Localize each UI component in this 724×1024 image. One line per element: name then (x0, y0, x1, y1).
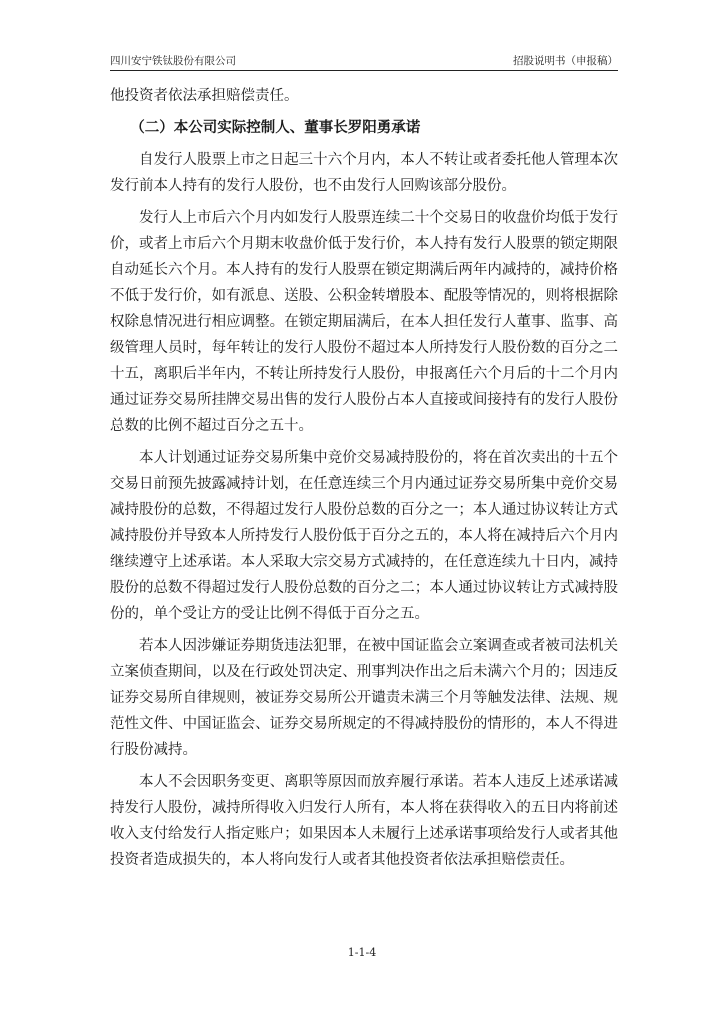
carryover-paragraph: 他投资者依法承担赔偿责任。 (110, 88, 299, 104)
document-body (110, 83, 618, 873)
header-document-title: 招股说明书（申报稿） (513, 55, 618, 67)
paragraph-commitment-liability: 本人不会因职务变更、离职等原因而放弃履行承诺。若本人违反上述承诺减持发行人股份，减持所得收入归发行人所有，本人将在获得收入的五日内将前述收入支付给发行人指定账户；如果因本人未履行上述承诺事项给发行人或者其他投资者造成损失的，本人将向发行人或者其他投资者依法承担赔偿责任。 (110, 774, 618, 868)
paragraph-lockup-extension: 发行人上市后六个月内如发行人股票连续二十个交易日的收盘价均低于发行价，或者上市后六个月期末收盘价低于发行价，本人持有发行人股票的锁定期限自动延长六个月。本人持有的发行人股票在锁定期满后两年内减持的，减持价格不低于发行价，如有派息、送股、公积金转增股本、配股等情况的，则将根据除权除息情况进行相应调整。在锁定期届满后，在本人担任发行人董事、监事、高级管理人员时，每年转让的发行人股份不超过本人所持发行人股份数的百分之二十五，离职后半年内，不转让所持发行人股份，申报离任六个月后的十二个月内通过证券交易所挂牌交易出售的发行人股份占本人直接或间接持有的发行人股份总数的比例不超过百分之五十。 (110, 210, 618, 434)
header-divider (110, 70, 618, 71)
paragraph-reduction-plan: 本人计划通过证券交易所集中竞价交易减持股份的，将在首次卖出的十五个交易日前预先披露减持计划，在任意连续三个月内通过证券交易所集中竞价交易减持股份的总数，不得超过发行人股份总数的百分之一；本人通过协议转让方式减持股份并导致本人所持发行人股份低于百分之五的，本人将在减持后六个月内继续遵守上述承诺。本人采取大宗交易方式减持的，在任意连续九十日内，减持股份的总数不得超过发行人股份总数的百分之二；本人通过协议转让方式减持股份的，单个受让方的受让比例不得低于百分之五。 (110, 450, 618, 622)
page-number: 1-1-4 (347, 946, 377, 959)
paragraph-reduction-restrictions: 若本人因涉嫌证券期货违法犯罪，在被中国证监会立案调查或者被司法机关立案侦查期间，以及在行政处罚决定、刑事判决作出之后未满六个月的；因违反证券交易所自律规则，被证券交易所公开谴责未满三个月等触发法律、法规、规范性文件、中国证监会、证券交易所规定的不得减持股份的情形的，本人不得进行股份减持。 (110, 638, 618, 758)
header-company-name: 四川安宁铁钛股份有限公司 (110, 55, 236, 67)
section-heading: （二）本公司实际控制人、董事长罗阳勇承诺 (130, 120, 421, 136)
paragraph-lockup-36-months: 自发行人股票上市之日起三十六个月内，本人不转让或者委托他人管理本次发行前本人持有的发行人股份，也不由发行人回购该部分股份。 (110, 152, 618, 194)
